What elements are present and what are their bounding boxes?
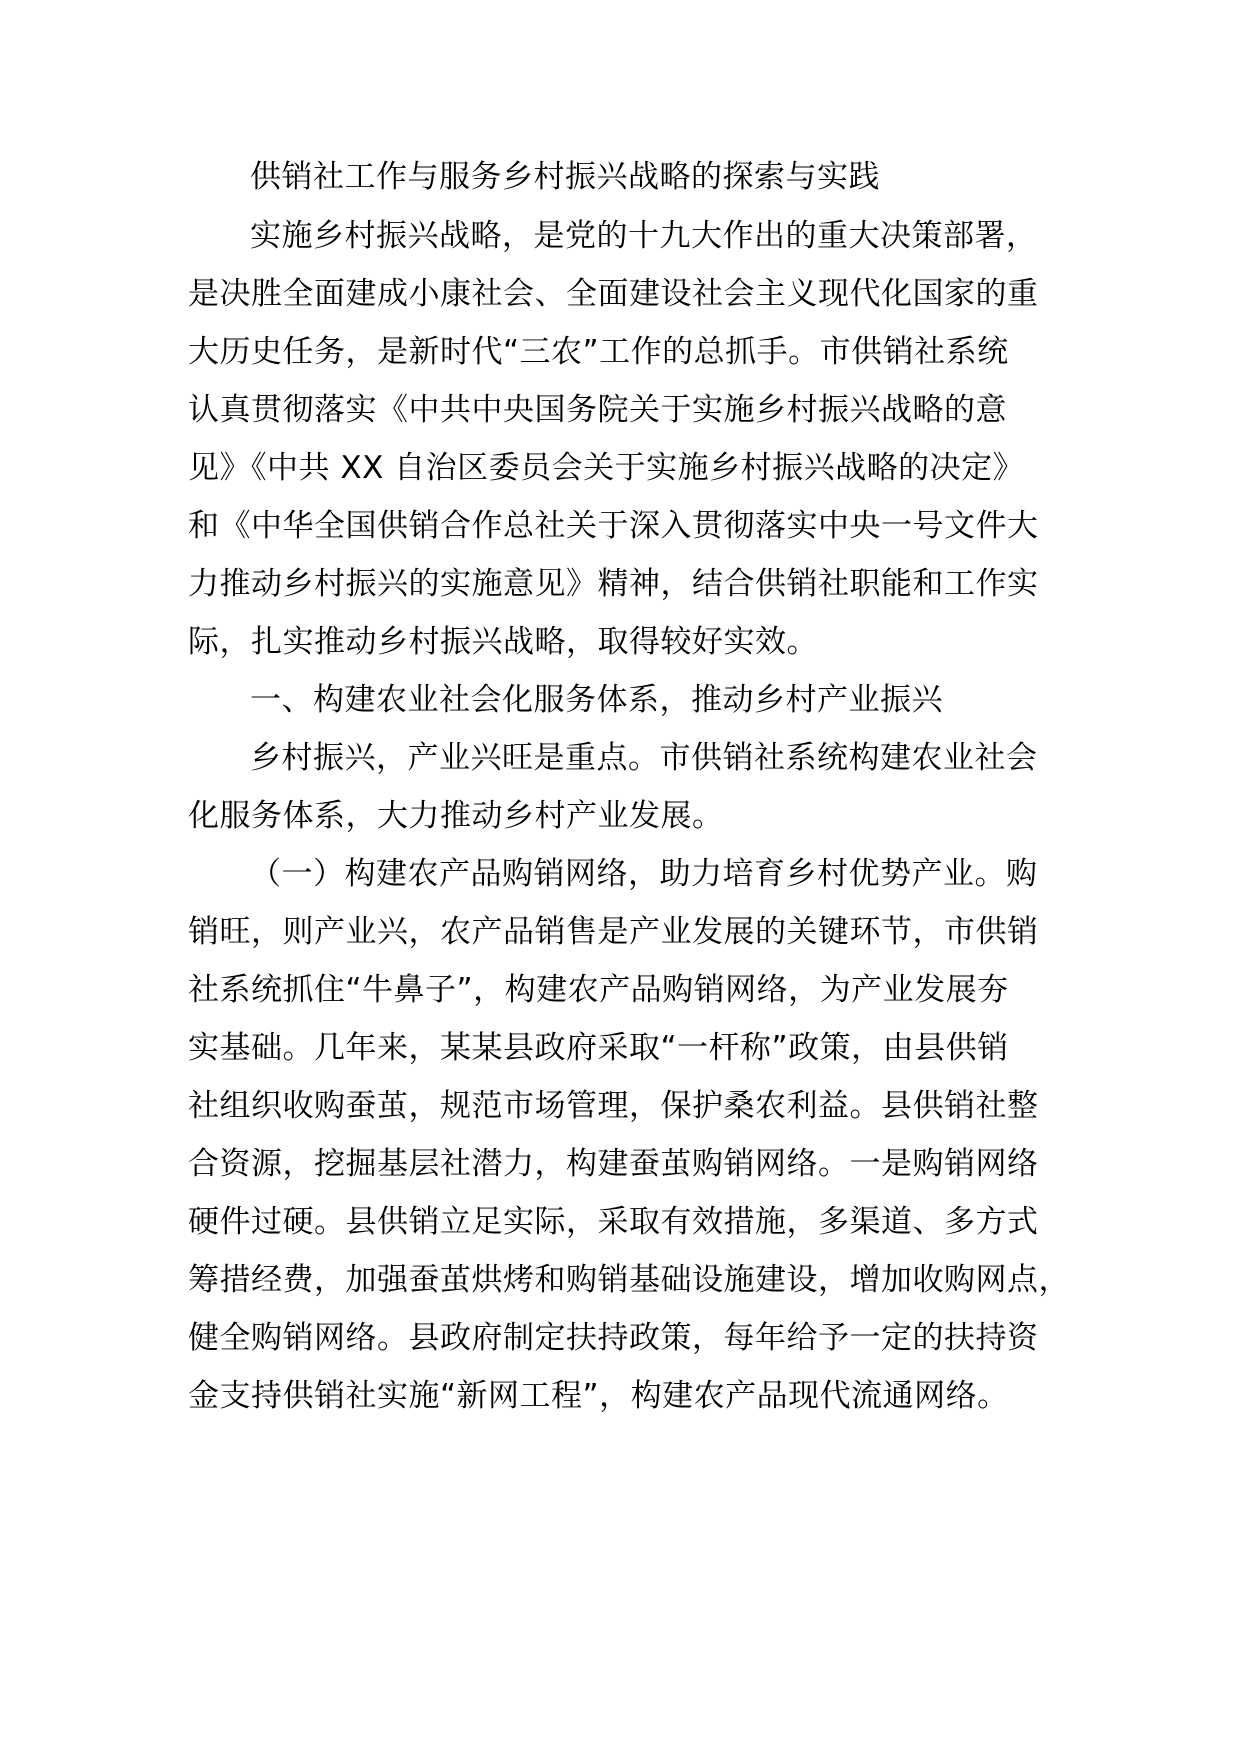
paragraph-line: 硬件过硬。县供销立足实际，采取有效措施，多渠道、多方式 [188,1204,1039,1240]
paragraph-line: 销旺，则产业兴，农产品销售是产业发展的关键环节，市供销 [188,914,1039,950]
paragraph-line: 社系统抓住“牛鼻子”，构建农产品购销网络，为产业发展夯 [188,972,1009,1008]
paragraph-line: 筹措经费，加强蚕茧烘烤和购销基础设施建设，增加收购网点， [188,1262,1070,1298]
paragraph-line: 化服务体系，大力推动乡村产业发展。 [188,798,724,834]
paragraph-line: 金支持供销社实施“新网工程”，构建农产品现代流通网络。 [188,1378,1009,1414]
paragraph-line: 力推动乡村振兴的实施意见》精神，结合供销社职能和工作实 [188,566,1039,602]
paragraph-line: 合资源，挖掘基层社潜力，构建蚕茧购销网络。一是购销网络 [188,1146,1039,1182]
paragraph-line: 见》《中共 XX 自治区委员会关于实施乡村振兴战略的决定》 [188,450,1025,486]
paragraph-line: 实施乡村振兴战略，是党的十九大作出的重大决策部署， [250,218,1038,254]
paragraph-line: 是决胜全面建成小康社会、全面建设社会主义现代化国家的重 [188,276,1039,312]
paragraph-line: 乡村振兴，产业兴旺是重点。市供销社系统构建农业社会 [250,740,1038,776]
paragraph-line: 际，扎实推动乡村振兴战略，取得较好实效。 [188,624,818,660]
paragraph-line: 实基础。几年来，某某县政府采取“一杆称”政策，由县供销 [188,1030,1009,1066]
document-title: 供销社工作与服务乡村振兴战略的探索与实践 [250,159,880,195]
paragraph-line: （一）构建农产品购销网络，助力培育乡村优势产业。购 [250,856,1038,892]
paragraph-line: 和《中华全国供销合作总社关于深入贯彻落实中央一号文件大 [188,508,1039,544]
paragraph-line: 大历史任务，是新时代“三农”工作的总抓手。市供销社系统 [188,334,1009,370]
section-heading: 一、构建农业社会化服务体系，推动乡村产业振兴 [250,682,943,718]
paragraph-line: 健全购销网络。县政府制定扶持政策，每年给予一定的扶持资 [188,1320,1039,1356]
paragraph-line: 社组织收购蚕茧，规范市场管理，保护桑农利益。县供销社整 [188,1088,1039,1124]
paragraph-line: 认真贯彻落实《中共中央国务院关于实施乡村振兴战略的意 [188,392,1007,428]
